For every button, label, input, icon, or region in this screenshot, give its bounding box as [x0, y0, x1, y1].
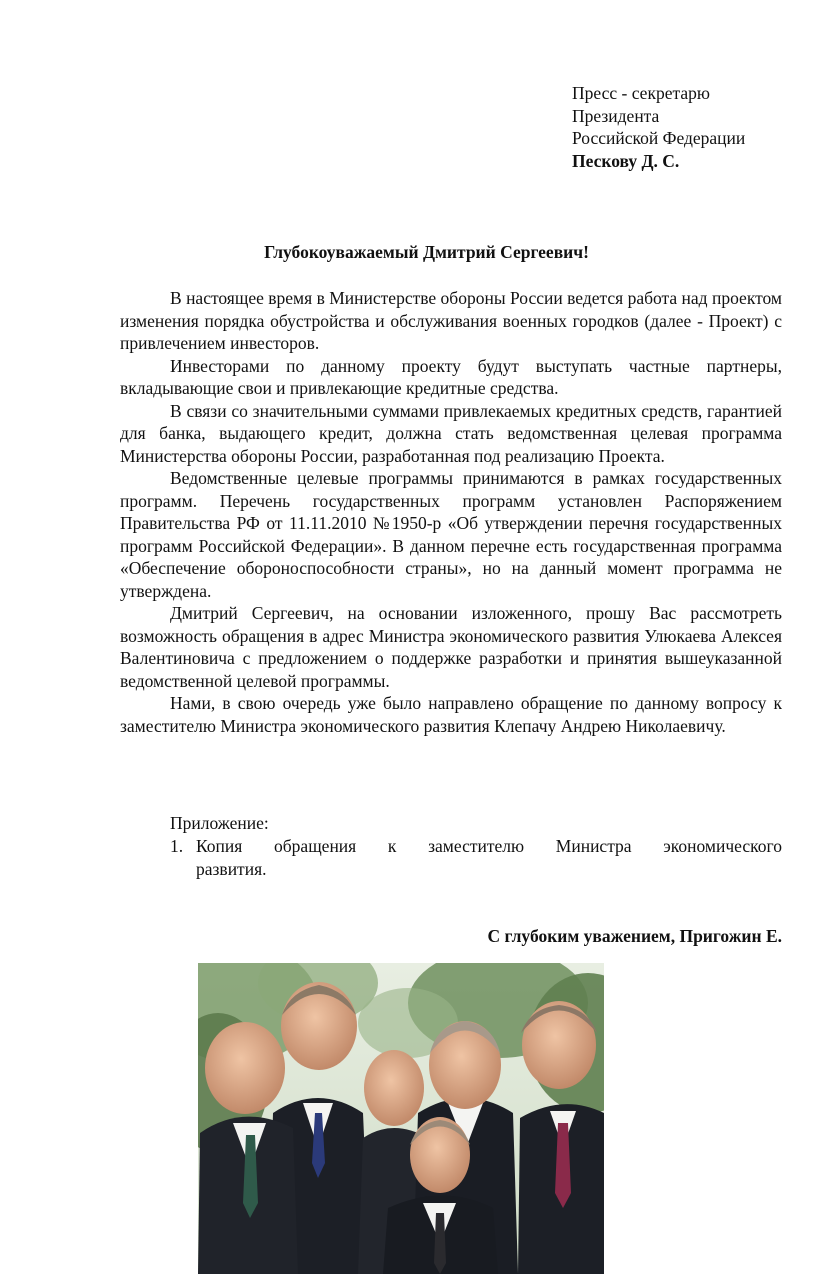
- paragraph: Ведомственные целевые программы принимаются в рамках государственных программ. Перечень государственных программ установлен Распоряжением Правительства РФ от 11.11.2010 №1950-р «Об утверждении перечня государственных программ Российской Федерации». В данном перечне есть государственная программа «Обеспечение обороноспособности страны», но на данный момент программа не утверждена.: [120, 468, 782, 601]
- letter-body: [120, 287, 782, 737]
- addressee-line-3: Российской Федерации: [572, 128, 746, 148]
- signature: С глубоким уважением, Пригожин Е.: [487, 926, 782, 946]
- addressee-line-1: Пресс - секретарю: [572, 83, 710, 103]
- addressee-block: [572, 82, 745, 172]
- salutation: Глубокоуважаемый Дмитрий Сергеевич!: [264, 242, 589, 262]
- appendix-item: [170, 835, 782, 881]
- group-photo: [198, 963, 604, 1274]
- paragraph: Нами, в свою очередь уже было направлено обращение по данному вопросу к заместителю Министра экономического развития Клепачу Андрею Николаевичу.: [120, 693, 782, 736]
- appendix-label: Приложение:: [170, 813, 269, 833]
- addressee-name: Пескову Д. С.: [572, 150, 680, 171]
- appendix-item-line-1: Копия обращения к заместителю Министра экономического: [196, 836, 782, 856]
- appendix: [170, 812, 782, 881]
- paragraph: В связи со значительными суммами привлекаемых кредитных средств, гарантией для банка, выдающего кредит, должна стать ведомственная целевая программа Министерства обороны России, разработанная под реализацию Проекта.: [120, 400, 782, 466]
- paragraph: Дмитрий Сергеевич, на основании изложенного, прошу Вас рассмотреть возможность обращения в адрес Министра экономического развития Улюкаева Алексея Валентиновича с предложением о поддержке разработки и принятия вышеуказанной ведомственной целевой программы.: [120, 603, 782, 691]
- addressee-line-2: Президента: [572, 105, 660, 126]
- paragraph: Инвесторами по данному проекту будут выступать частные партнеры, вкладывающие свои и привлекающие кредитные средства.: [120, 355, 782, 398]
- appendix-item-number: 1.: [170, 836, 184, 856]
- paragraph: В настоящее время в Министерстве обороны России ведется работа над проектом изменения порядка обустройства и обслуживания военных городков (далее - Проект) с привлечением инвесторов.: [120, 288, 782, 353]
- appendix-item-line-2: развития.: [196, 859, 267, 879]
- appendix-item-text: [196, 835, 782, 881]
